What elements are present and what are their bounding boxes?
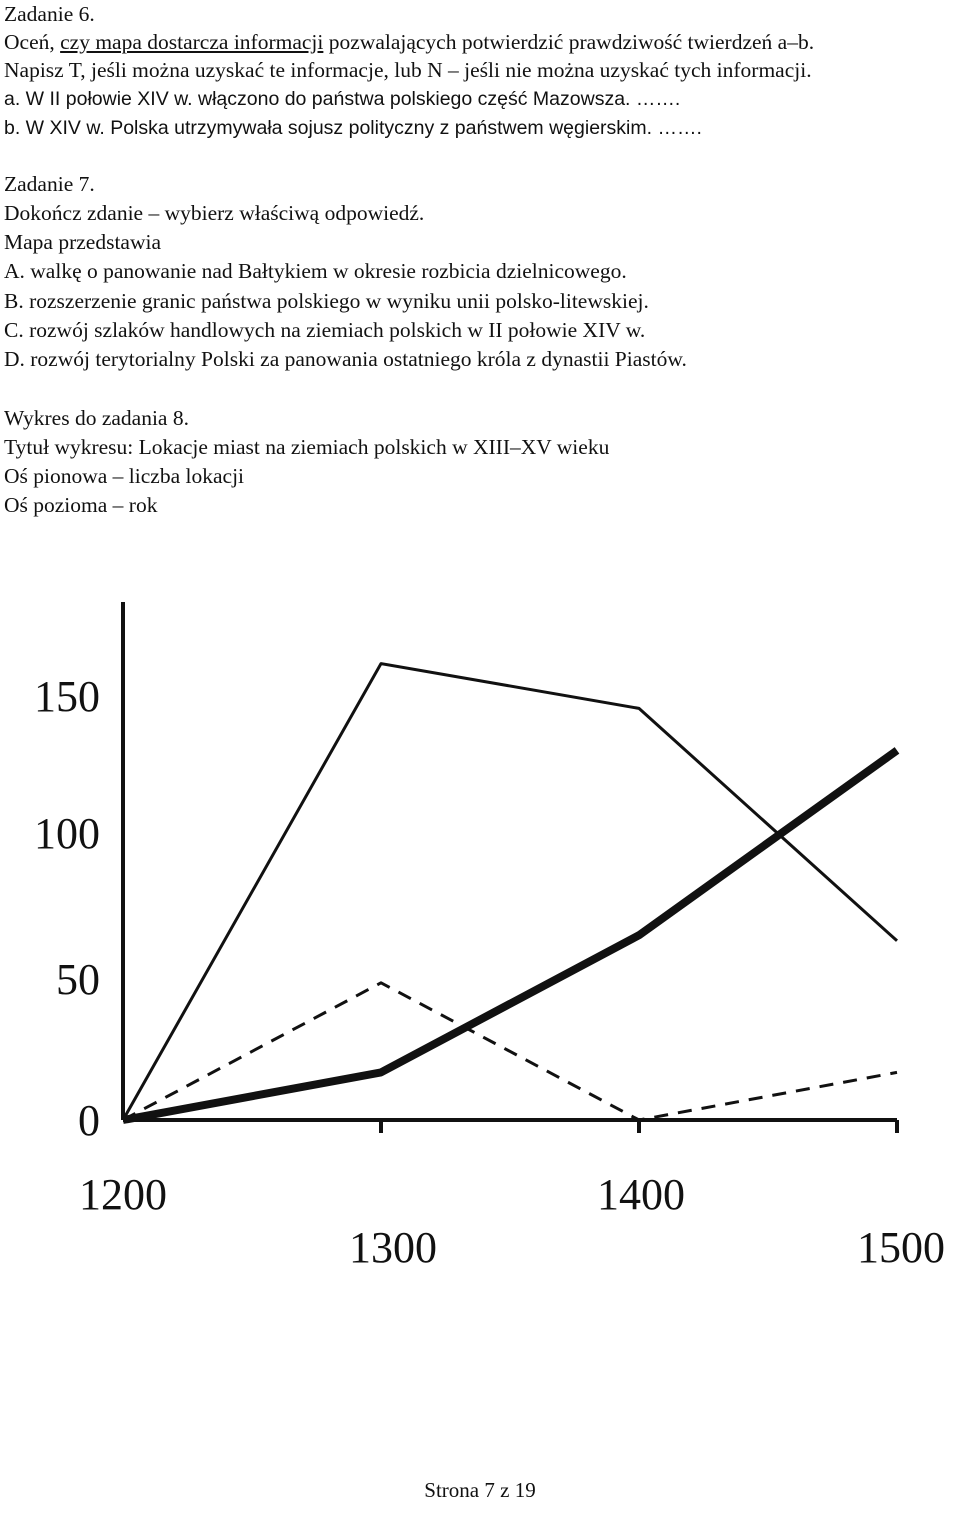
task6-instruction-2: Napisz T, jeśli można uzyskać te informacje, lub N – jeśli nie można uzyskać tych informacji. bbox=[4, 58, 812, 82]
task7-instruction: Dokończ zdanie – wybierz właściwą odpowiedź. bbox=[4, 201, 425, 225]
axis-vertical-label: Oś pionowa – liczba lokacji bbox=[4, 464, 245, 488]
y-tick-label-0: 0 bbox=[78, 1096, 100, 1145]
task7-option-a[interactable]: A. walkę o panowanie nad Bałtykiem w okresie rozbicia dzielnicowego. bbox=[4, 259, 627, 283]
task6-instruction-1 bbox=[4, 28, 814, 56]
x-tick-label-1300: 1300 bbox=[349, 1223, 437, 1272]
x-tick-label-1400: 1400 bbox=[597, 1170, 685, 1219]
y-tick-label-50: 50 bbox=[56, 955, 100, 1004]
instr1-pre: Oceń, bbox=[4, 30, 55, 54]
task6-statement-a: a. W II połowie XIV w. włączono do państwa polskiego część Mazowsza. ……. bbox=[4, 88, 681, 110]
chart-caption: Tytuł wykresu: Lokacje miast na ziemiach polskich w XIII–XV wieku bbox=[4, 435, 610, 459]
task7-option-d[interactable]: D. rozwój terytorialny Polski za panowania ostatniego króla z dynastii Piastów. bbox=[4, 347, 687, 371]
x-tick-label-1500: 1500 bbox=[857, 1223, 945, 1272]
x-tick-label-1200: 1200 bbox=[79, 1170, 167, 1219]
chart-heading: Wykres do zadania 8. bbox=[4, 406, 189, 430]
axis-horizontal-label: Oś pozioma – rok bbox=[4, 493, 158, 517]
y-tick-label-150: 150 bbox=[34, 672, 100, 721]
task6-statement-b: b. W XIV w. Polska utrzymywała sojusz polityczny z państwem węgierskim. ……. bbox=[4, 117, 702, 139]
line-chart bbox=[0, 560, 960, 1280]
y-tick-label-100: 100 bbox=[34, 809, 100, 858]
page-number: Strona 7 z 19 bbox=[424, 1478, 536, 1502]
instr1-post: pozwalających potwierdzić prawdziwość twierdzeń a–b. bbox=[328, 30, 815, 54]
task7-title: Zadanie 7. bbox=[4, 172, 95, 196]
task7-option-c[interactable]: C. rozwój szlaków handlowych na ziemiach polskich w II połowie XIV w. bbox=[4, 318, 646, 342]
series-line-bold bbox=[123, 750, 897, 1120]
task6-title: Zadanie 6. bbox=[4, 2, 95, 26]
instr1-link[interactable]: czy mapa dostarcza informacji bbox=[60, 30, 324, 54]
task7-option-b[interactable]: B. rozszerzenie granic państwa polskiego w wyniku unii polsko-litewskiej. bbox=[4, 289, 649, 313]
task7-stem: Mapa przedstawia bbox=[4, 230, 161, 254]
